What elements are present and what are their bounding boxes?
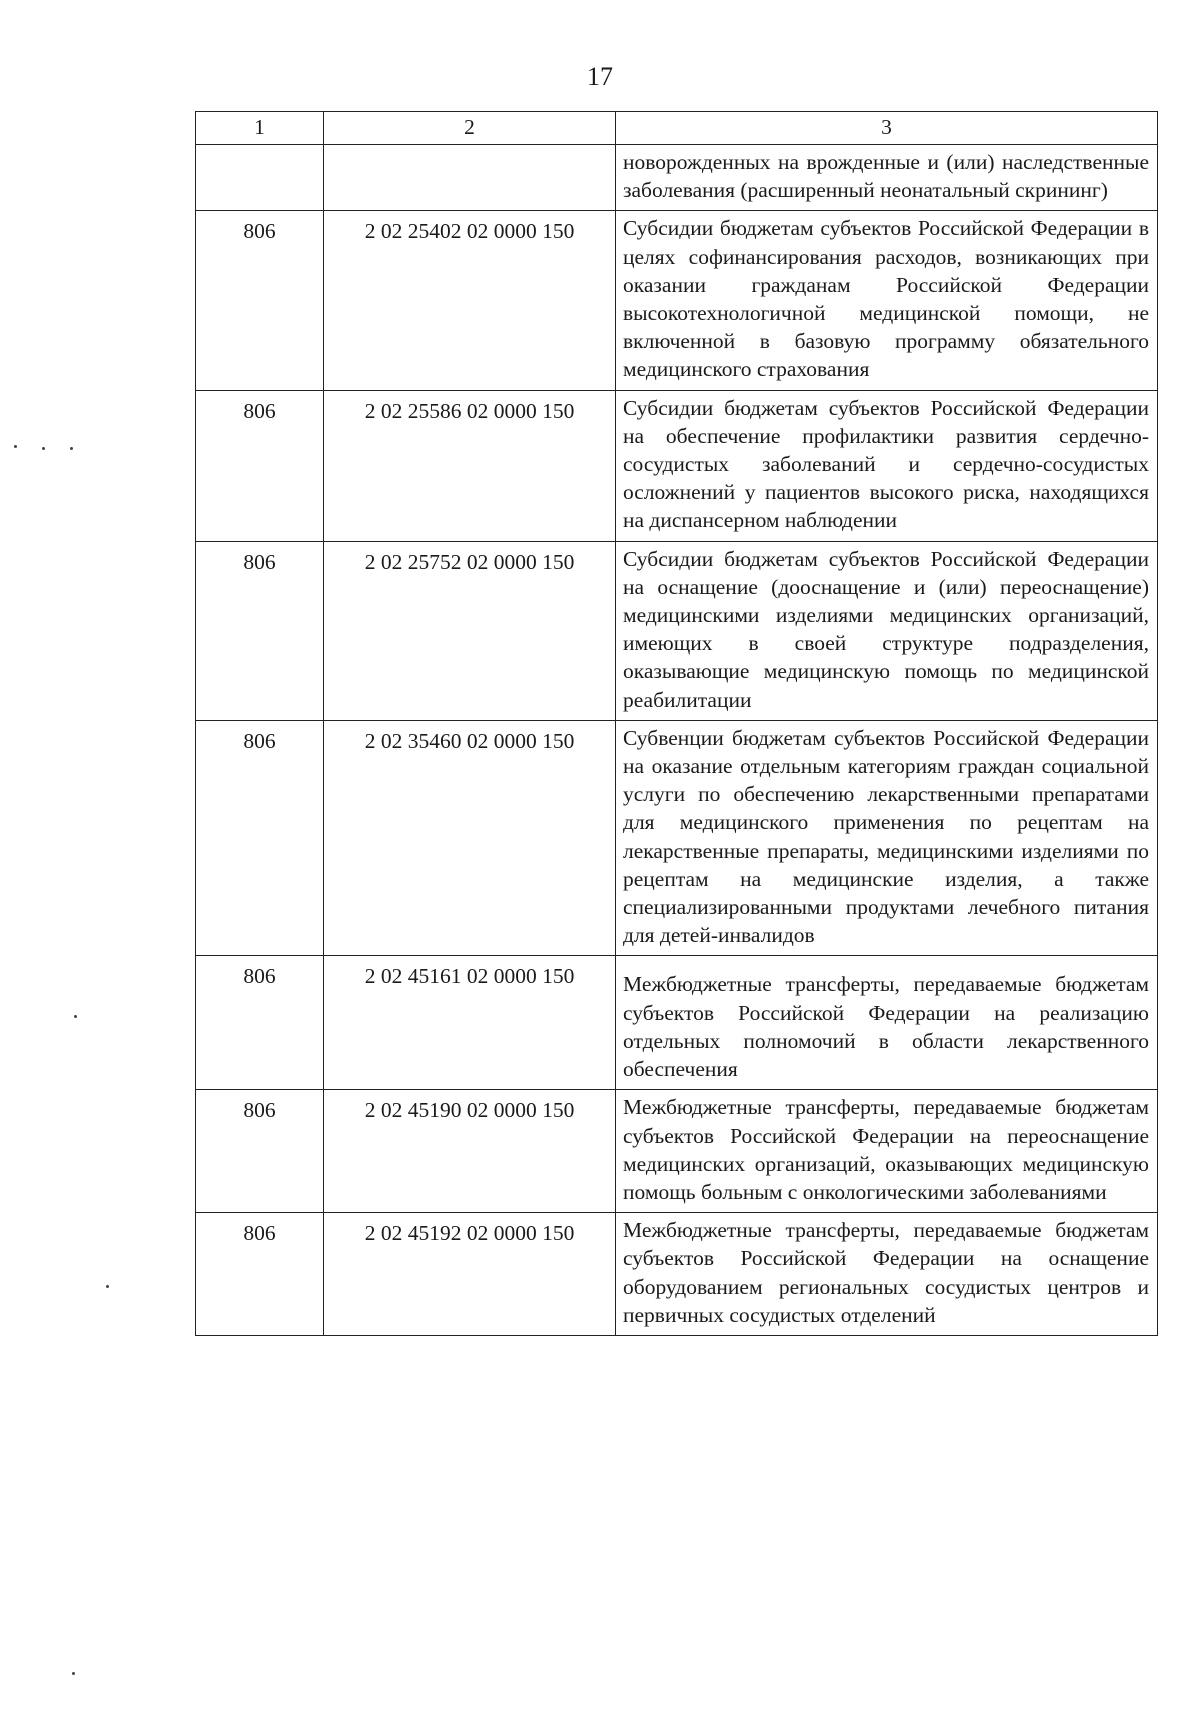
table-row bbox=[196, 541, 1158, 720]
description-cell: новорожденных на врожденные и (или) наследственные заболевания (расширенный неонатальный скрининг) bbox=[616, 145, 1158, 211]
budget-code-cell bbox=[324, 145, 616, 211]
table-row bbox=[196, 1090, 1158, 1213]
scan-speck bbox=[14, 445, 17, 448]
admin-code-cell: 806 bbox=[196, 1213, 324, 1336]
admin-code-cell: 806 bbox=[196, 390, 324, 541]
admin-code-cell: 806 bbox=[196, 956, 324, 1090]
table-row bbox=[196, 956, 1158, 1090]
table-row bbox=[196, 145, 1158, 211]
description-cell: Субвенции бюджетам субъектов Российской Федерации на оказание отдельным категориям граждан социальной услуги по обеспечению лекарственными препаратами для медицинского применения по рецептам на лекарственные препараты, медицинскими изделиями по рецептам на медицинские изделия, а также специализированными продуктами лечебного питания для детей-инвалидов bbox=[616, 720, 1158, 956]
scan-speck bbox=[106, 1285, 109, 1288]
budget-code-cell: 2 02 45190 02 0000 150 bbox=[324, 1090, 616, 1213]
budget-code-cell: 2 02 35460 02 0000 150 bbox=[324, 720, 616, 956]
table-row bbox=[196, 211, 1158, 390]
description-cell: Межбюджетные трансферты, передаваемые бюджетам субъектов Российской Федерации на переоснащение медицинских организаций, оказывающих медицинскую помощь больным с онкологическими заболеваниями bbox=[616, 1090, 1158, 1213]
table-row bbox=[196, 390, 1158, 541]
table-row bbox=[196, 1213, 1158, 1336]
page-number: 17 bbox=[587, 62, 613, 91]
budget-code-cell: 2 02 25586 02 0000 150 bbox=[324, 390, 616, 541]
scan-speck bbox=[74, 1015, 77, 1018]
admin-code-cell: 806 bbox=[196, 720, 324, 956]
budget-classification-table bbox=[195, 111, 1158, 1336]
table-header-row bbox=[196, 112, 1158, 145]
scan-speck bbox=[70, 447, 73, 450]
budget-code-cell: 2 02 45192 02 0000 150 bbox=[324, 1213, 616, 1336]
admin-code-cell: 806 bbox=[196, 1090, 324, 1213]
admin-code-cell: 806 bbox=[196, 211, 324, 390]
description-cell: Субсидии бюджетам субъектов Российской Федерации в целях софинансирования расходов, возникающих при оказании гражданам Российской Федерации высокотехнологичной медицинской помощи, не включенной в базовую программу обязательного медицинского страхования bbox=[616, 211, 1158, 390]
description-cell: Субсидии бюджетам субъектов Российской Федерации на оснащение (дооснащение и (или) переоснащение) медицинскими изделиями медицинских организаций, имеющих в своей структуре подразделения, оказывающие медицинскую помощь по медицинской реабилитации bbox=[616, 541, 1158, 720]
table-row bbox=[196, 720, 1158, 956]
admin-code-cell: 806 bbox=[196, 541, 324, 720]
description-cell: Межбюджетные трансферты, передаваемые бюджетам субъектов Российской Федерации на оснащение оборудованием региональных сосудистых центров и первичных сосудистых отделений bbox=[616, 1213, 1158, 1336]
column-header-3: 3 bbox=[616, 112, 1158, 145]
scan-speck bbox=[42, 447, 45, 450]
admin-code-cell bbox=[196, 145, 324, 211]
scan-speck bbox=[72, 1672, 75, 1675]
column-header-2: 2 bbox=[324, 112, 616, 145]
description-cell: Субсидии бюджетам субъектов Российской Федерации на обеспечение профилактики развития сердечно-сосудистых заболеваний и сердечно-сосудистых осложнений у пациентов высокого риска, находящихся на диспансерном наблюдении bbox=[616, 390, 1158, 541]
budget-code-cell: 2 02 45161 02 0000 150 bbox=[324, 956, 616, 1090]
budget-code-cell: 2 02 25402 02 0000 150 bbox=[324, 211, 616, 390]
description-cell: Межбюджетные трансферты, передаваемые бюджетам субъектов Российской Федерации на реализацию отдельных полномочий в области лекарственного обеспечения bbox=[616, 956, 1158, 1090]
column-header-1: 1 bbox=[196, 112, 324, 145]
budget-code-cell: 2 02 25752 02 0000 150 bbox=[324, 541, 616, 720]
